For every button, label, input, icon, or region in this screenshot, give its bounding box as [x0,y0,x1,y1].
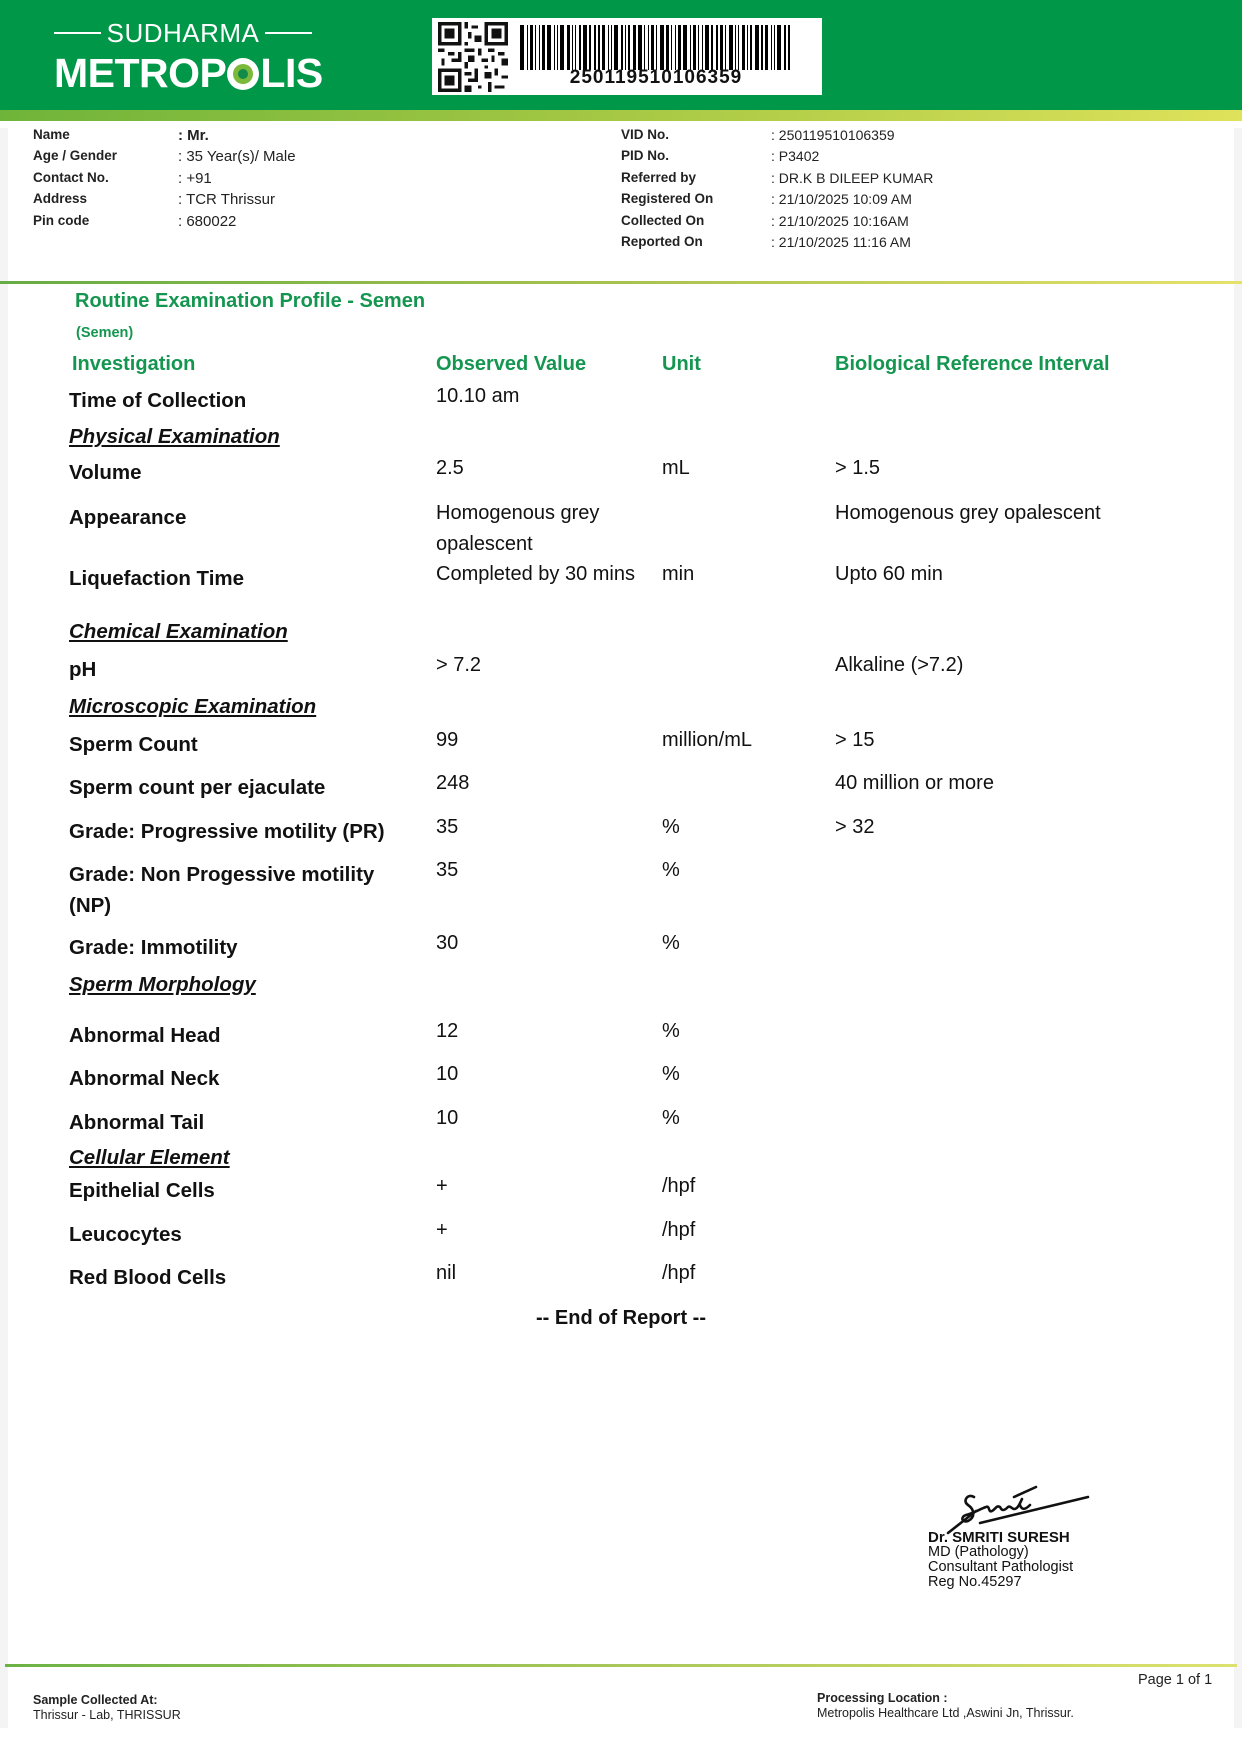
info-label: Address [33,191,88,206]
barcode-bar [788,25,791,70]
barcode-bar [567,25,570,70]
investigation-name: pH [69,658,97,681]
barcode-bar [750,25,751,70]
signature-image [940,1475,1090,1535]
barcode-bar [583,25,587,70]
unit: % [662,1020,680,1042]
barcode-bar [693,25,696,70]
barcode-bar [738,25,739,70]
barcode-bar [547,25,551,70]
column-header-observed-value: Observed Value [436,353,587,375]
observed-value: + [436,1219,448,1241]
info-label: Referred by [621,170,697,185]
barcode-bar [608,25,609,70]
info-value: : +91 [178,170,212,187]
barcode-bar [666,25,669,70]
investigation-name: Abnormal Head [69,1024,221,1047]
barcode-bar [628,25,631,70]
logo-top [54,18,312,48]
investigation-name: Time of Collection [69,389,247,412]
column-header-reference: Biological Reference Interval [835,353,1110,375]
observed-value: 35 [436,816,459,838]
unit: /hpf [662,1219,696,1241]
page-edge [1234,128,1242,1728]
section-divider [0,281,1242,284]
investigation-name: Liquefaction Time [69,567,245,590]
barcode-bar [678,25,681,70]
observed-value: 30 [436,932,459,954]
info-label: PID No. [621,148,670,163]
logo-top-text: SUDHARMA [106,17,260,48]
barcode-bar [716,25,719,70]
investigation-name: Grade: Immotility [69,936,238,959]
footer-divider [5,1664,1237,1667]
barcode-bar [711,25,712,70]
barcode-bar [656,25,657,70]
info-value: : 21/10/2025 11:16 AM [771,234,911,250]
barcode-bar [660,25,664,70]
processing-location-block [817,1691,1074,1721]
reference-interval: Alkaline (>7.2) [835,654,964,676]
column-header-unit: Unit [662,353,701,375]
barcode-bar [777,25,781,70]
observed-value: 10.10 am [436,385,520,407]
column-header-investigation: Investigation [72,353,196,375]
barcode-bar [542,25,545,70]
header-band [0,110,1242,121]
observed-value: > 7.2 [436,654,482,676]
barcode-bar [535,25,536,70]
barcode-bar [644,25,645,70]
barcode-bar [683,25,687,70]
sample-collected-value: Thrissur - Lab, THRISSUR [33,1708,181,1722]
reference-interval: Homogenous grey opalescent [835,502,1101,524]
sample-collected-block [33,1693,181,1723]
investigation-name: Epithelial Cells [69,1179,215,1202]
barcode-bars [520,25,792,70]
barcode-bar [614,25,618,70]
qr-code-icon [437,22,509,92]
reference-interval: > 1.5 [835,457,881,479]
barcode-bar [621,25,622,70]
info-label: Registered On [621,191,714,206]
barcode-bar [690,25,691,70]
barcode-bar [579,25,580,70]
logo-line [265,32,312,34]
observed-value: 2.5 [436,457,464,479]
page-edge [0,128,8,1728]
logo-main [54,50,323,97]
investigation-name: Abnormal Neck [69,1067,220,1090]
reference-interval: Upto 60 min [835,563,943,585]
barcode-bar [742,25,745,70]
investigation-name: Abnormal Tail [69,1111,205,1134]
investigation-name: Sperm count per ejaculate [69,776,326,799]
barcode-bar [589,25,592,70]
signatory-block [928,1530,1073,1590]
info-value: : DR.K B DILEEP KUMAR [771,170,934,186]
info-label: Contact No. [33,170,109,185]
barcode-bar [648,25,649,70]
signatory-name: Dr. SMRITI SURESH [928,1529,1070,1546]
barcode-bar [729,25,733,70]
info-value: : P3402 [771,148,820,164]
page-number: Page 1 of 1 [1138,1672,1213,1688]
barcode-bar [774,25,775,70]
barcode-bar [602,25,605,70]
observed-value: 35 [436,859,459,881]
signatory-designation: Consultant Pathologist [928,1559,1074,1575]
unit: /hpf [662,1262,696,1284]
observed-value: Homogenous grey opalescent [436,502,600,555]
info-label: Name [33,127,70,142]
barcode-bar [671,25,672,70]
patient-info-right [621,127,1021,257]
observed-value: 99 [436,729,459,751]
barcode-bar [784,25,785,70]
info-label: VID No. [621,127,670,142]
logo-main-text-start: METROP [54,50,227,96]
barcode-bar [765,25,768,70]
barcode-bar [725,25,726,70]
info-label: Age / Gender [33,148,118,163]
observed-value: Completed by 30 mins [436,563,635,585]
barcode-bar [611,25,612,70]
section-heading: Cellular Element [69,1146,230,1169]
investigation-name: Sperm Count [69,733,198,756]
barcode-bar [735,25,736,70]
barcode-bar [633,25,636,70]
unit: % [662,1063,680,1085]
info-value: : TCR Thrissur [178,191,275,208]
info-label: Reported On [621,234,703,249]
barcode-bar [747,25,748,70]
sample-collected-title: Sample Collected At: [33,1693,158,1707]
investigation-name: Grade: Non Progessive motility (NP) [69,863,375,917]
signatory-reg: Reg No.45297 [928,1574,1022,1590]
observed-value: 10 [436,1063,459,1085]
barcode-bar [698,25,699,70]
observed-value: + [436,1175,448,1197]
barcode-box [432,18,822,95]
profile-subtitle: (Semen) [76,325,134,341]
logo-main-text-end: LIS [260,50,323,96]
unit: % [662,1107,680,1129]
unit: min [662,563,695,585]
barcode-bar [560,25,564,70]
barcode-bar [572,25,573,70]
investigation-name: Grade: Progressive motility (PR) [69,820,385,843]
barcode-bar [554,25,555,70]
unit: % [662,816,680,838]
signatory-qualification: MD (Pathology) [928,1544,1029,1560]
reference-interval: > 15 [835,729,875,751]
investigation-name: Volume [69,461,142,484]
unit: % [662,859,680,881]
investigation-name: Red Blood Cells [69,1266,227,1289]
section-heading: Microscopic Examination [69,695,317,718]
barcode-bar [761,25,764,70]
info-value: : 35 Year(s)/ Male [178,148,296,165]
brand-logo [54,16,323,100]
barcode-bar [530,25,533,70]
info-value: : 680022 [178,213,237,230]
reference-interval: 40 million or more [835,772,994,794]
logo-eye-icon [227,58,259,90]
barcode-bar [705,25,709,70]
report-header [0,0,1242,110]
barcode-bar [675,25,676,70]
section-heading: Chemical Examination [69,620,288,643]
info-label: Collected On [621,213,705,228]
barcode-bar [527,25,528,70]
investigation-name: Appearance [69,506,187,529]
barcode-bar [771,25,772,70]
info-label: Pin code [33,213,90,228]
info-value: : 21/10/2025 10:16AM [771,213,909,229]
section-heading: Physical Examination [69,425,280,448]
barcode-bar [702,25,703,70]
observed-value: 10 [436,1107,459,1129]
info-value: : 250119510106359 [771,127,895,143]
barcode-bar [638,25,642,70]
observed-value: 248 [436,772,470,794]
reference-interval: > 32 [835,816,875,838]
unit: /hpf [662,1175,696,1197]
patient-info-left [33,127,433,237]
barcode-bar [575,25,576,70]
barcode-bar [755,25,759,70]
processing-location-value: Metropolis Healthcare Ltd ,Aswini Jn, Thrissur. [817,1706,1074,1720]
processing-location-title: Processing Location : [817,1691,948,1705]
unit: % [662,932,680,954]
info-value: : 21/10/2025 10:09 AM [771,191,912,207]
barcode-number: 250119510106359 [569,67,743,88]
observed-value: nil [436,1262,457,1284]
profile-title: Routine Examination Profile - Semen [75,290,426,312]
barcode-bar [651,25,654,70]
unit: mL [662,457,690,479]
logo-line [54,32,101,34]
info-value: : Mr. [178,127,209,144]
unit: million/mL [662,729,753,751]
observed-value: 12 [436,1020,459,1042]
barcode-bar [598,25,601,70]
barcode-bar [594,25,595,70]
end-of-report: -- End of Report -- [536,1307,706,1329]
barcode-bar [720,25,723,70]
barcode-bar [539,25,540,70]
investigation-name: Leucocytes [69,1223,182,1246]
barcode-bar [625,25,626,70]
barcode-bar [520,25,524,70]
section-heading: Sperm Morphology [69,973,256,996]
barcode-bar [557,25,558,70]
